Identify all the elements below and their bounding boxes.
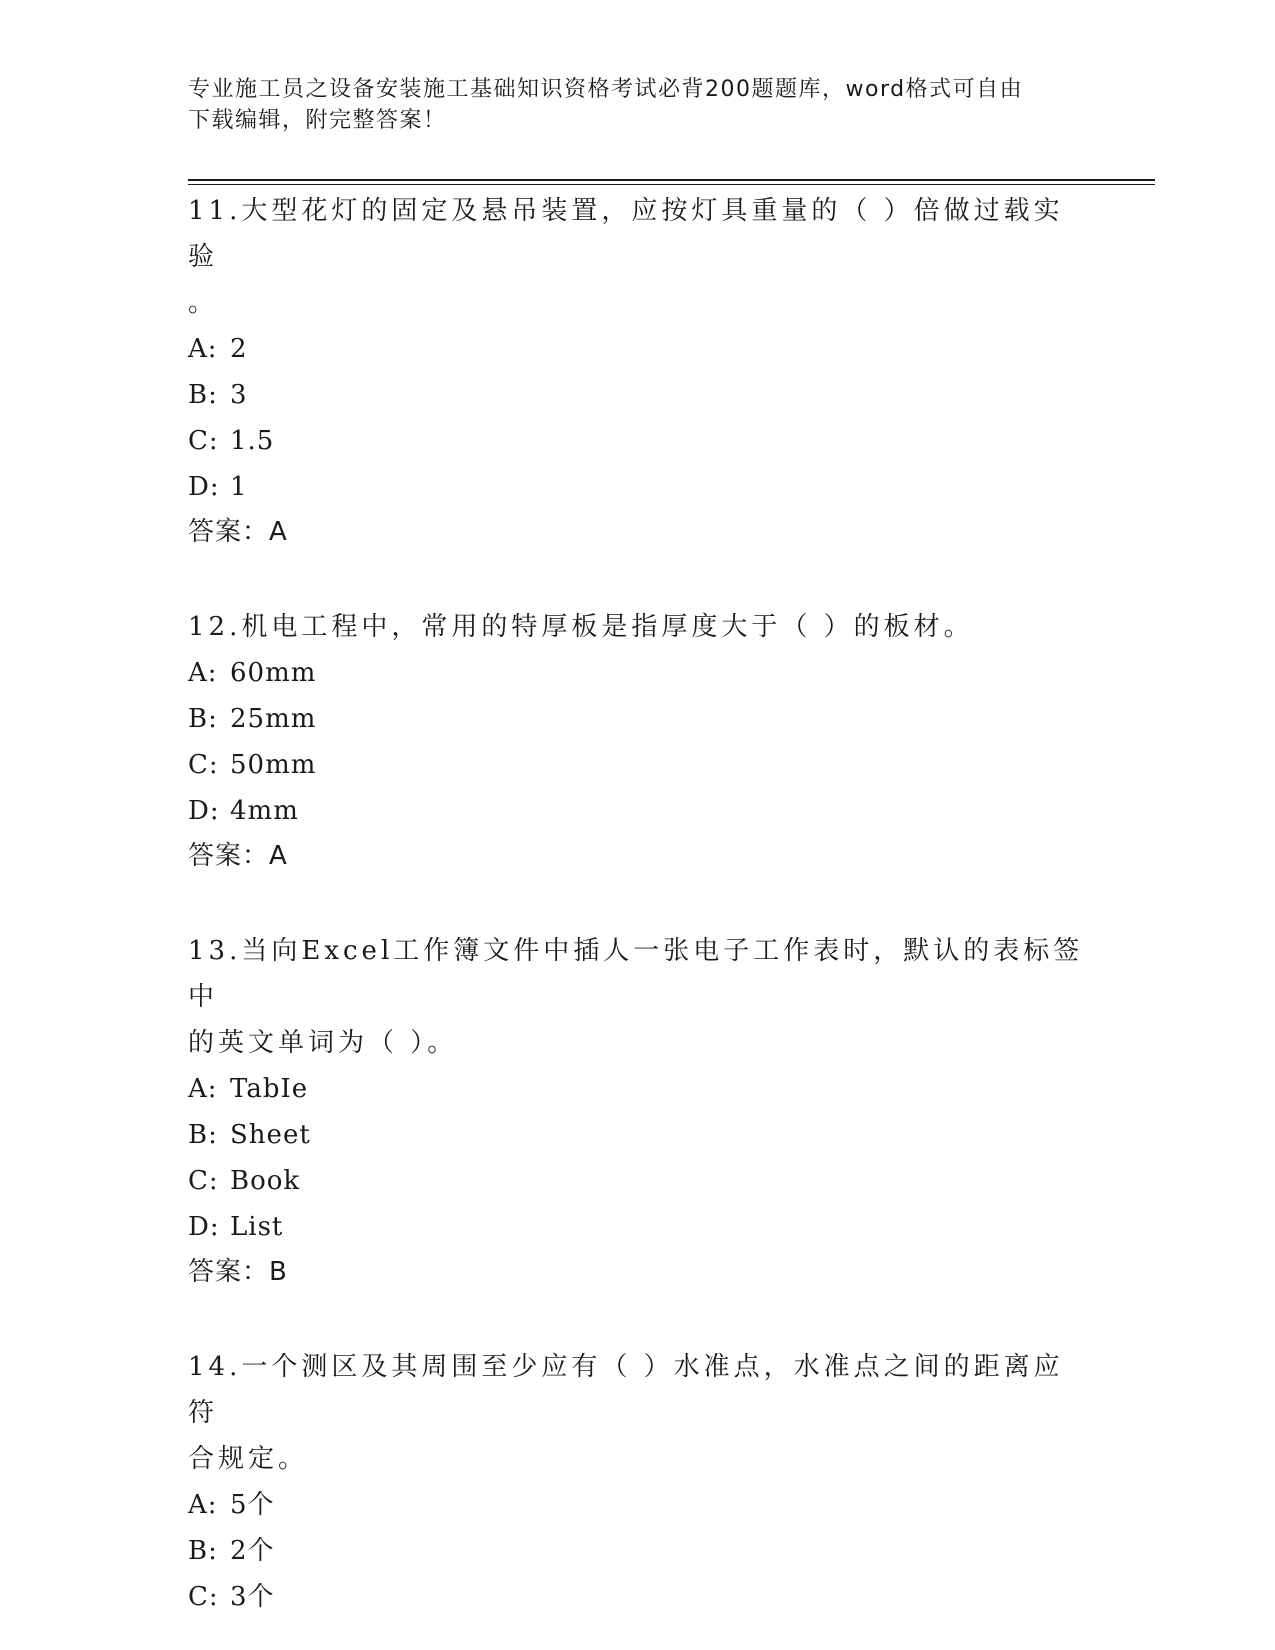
- option-key: B:: [188, 1536, 218, 1566]
- option-d: [188, 464, 1088, 510]
- option-key: D:: [188, 472, 220, 502]
- option-value: 50mm: [230, 750, 317, 780]
- option-key: B:: [188, 704, 218, 734]
- option-key: B:: [188, 1120, 218, 1150]
- option-d: [188, 788, 1088, 834]
- answer: 答案：A: [188, 517, 288, 547]
- option-a: [188, 1066, 1088, 1112]
- document-header: [188, 74, 1088, 136]
- option-key: A:: [188, 1074, 218, 1104]
- option-c: [188, 1158, 1088, 1204]
- option-value: 60mm: [230, 658, 317, 688]
- header-divider-thin: [188, 184, 1155, 185]
- option-value: Sheet: [230, 1120, 311, 1150]
- question-12: [188, 604, 1088, 878]
- option-value: 1: [230, 472, 248, 502]
- option-value: 2: [230, 334, 248, 364]
- option-value: 25mm: [230, 704, 317, 734]
- option-b: [188, 1528, 1088, 1574]
- option-key: A:: [188, 658, 218, 688]
- option-value: List: [230, 1212, 284, 1242]
- option-value: 3: [230, 380, 248, 410]
- question-text-continued: 合规定。: [188, 1444, 309, 1474]
- option-key: D:: [188, 796, 220, 826]
- option-value: 2个: [230, 1536, 275, 1566]
- option-key: D:: [188, 1212, 220, 1242]
- question-14: [188, 1344, 1088, 1620]
- question-text-continued: 的英文单词为（ ）。: [188, 1028, 458, 1058]
- option-c: [188, 1574, 1088, 1620]
- option-key: B:: [188, 380, 218, 410]
- question-text: 11.大型花灯的固定及悬吊装置，应按灯具重量的（ ）倍做过载实验: [188, 196, 1064, 272]
- option-key: C:: [188, 1166, 219, 1196]
- option-key: C:: [188, 1582, 219, 1612]
- question-text: 12.机电工程中，常用的特厚板是指厚度大于（ ）的板材。: [188, 612, 974, 642]
- question-11: [188, 188, 1088, 554]
- option-value: TabIe: [230, 1074, 309, 1104]
- header-line-1: 专业施工员之设备安装施工基础知识资格考试必背200题题库，word格式可自由: [188, 77, 1024, 102]
- question-text: 14.一个测区及其周围至少应有（ ）水准点，水准点之间的距离应符: [188, 1352, 1064, 1428]
- option-value: 5个: [230, 1490, 275, 1520]
- option-a: [188, 650, 1088, 696]
- option-value: 1.5: [230, 426, 275, 456]
- option-b: [188, 1112, 1088, 1158]
- option-value: 3个: [230, 1582, 275, 1612]
- option-c: [188, 418, 1088, 464]
- answer: 答案：B: [188, 1257, 288, 1287]
- option-a: [188, 326, 1088, 372]
- option-b: [188, 696, 1088, 742]
- header-divider-thick: [188, 179, 1155, 181]
- question-list: [188, 188, 1088, 1620]
- header-line-2: 下载编辑，附完整答案！: [188, 108, 447, 133]
- option-key: C:: [188, 750, 219, 780]
- question-text: 13.当向Excel工作簿文件中插人一张电子工作表时，默认的表标签中: [188, 936, 1084, 1012]
- option-a: [188, 1482, 1088, 1528]
- option-key: A:: [188, 1490, 218, 1520]
- option-key: C:: [188, 426, 219, 456]
- option-key: A:: [188, 334, 218, 364]
- answer: 答案：A: [188, 841, 288, 871]
- option-b: [188, 372, 1088, 418]
- option-d: [188, 1204, 1088, 1250]
- question-text-continued: 。: [188, 288, 219, 318]
- question-13: [188, 928, 1088, 1294]
- option-value: 4mm: [230, 796, 299, 826]
- option-value: Book: [230, 1166, 301, 1196]
- option-c: [188, 742, 1088, 788]
